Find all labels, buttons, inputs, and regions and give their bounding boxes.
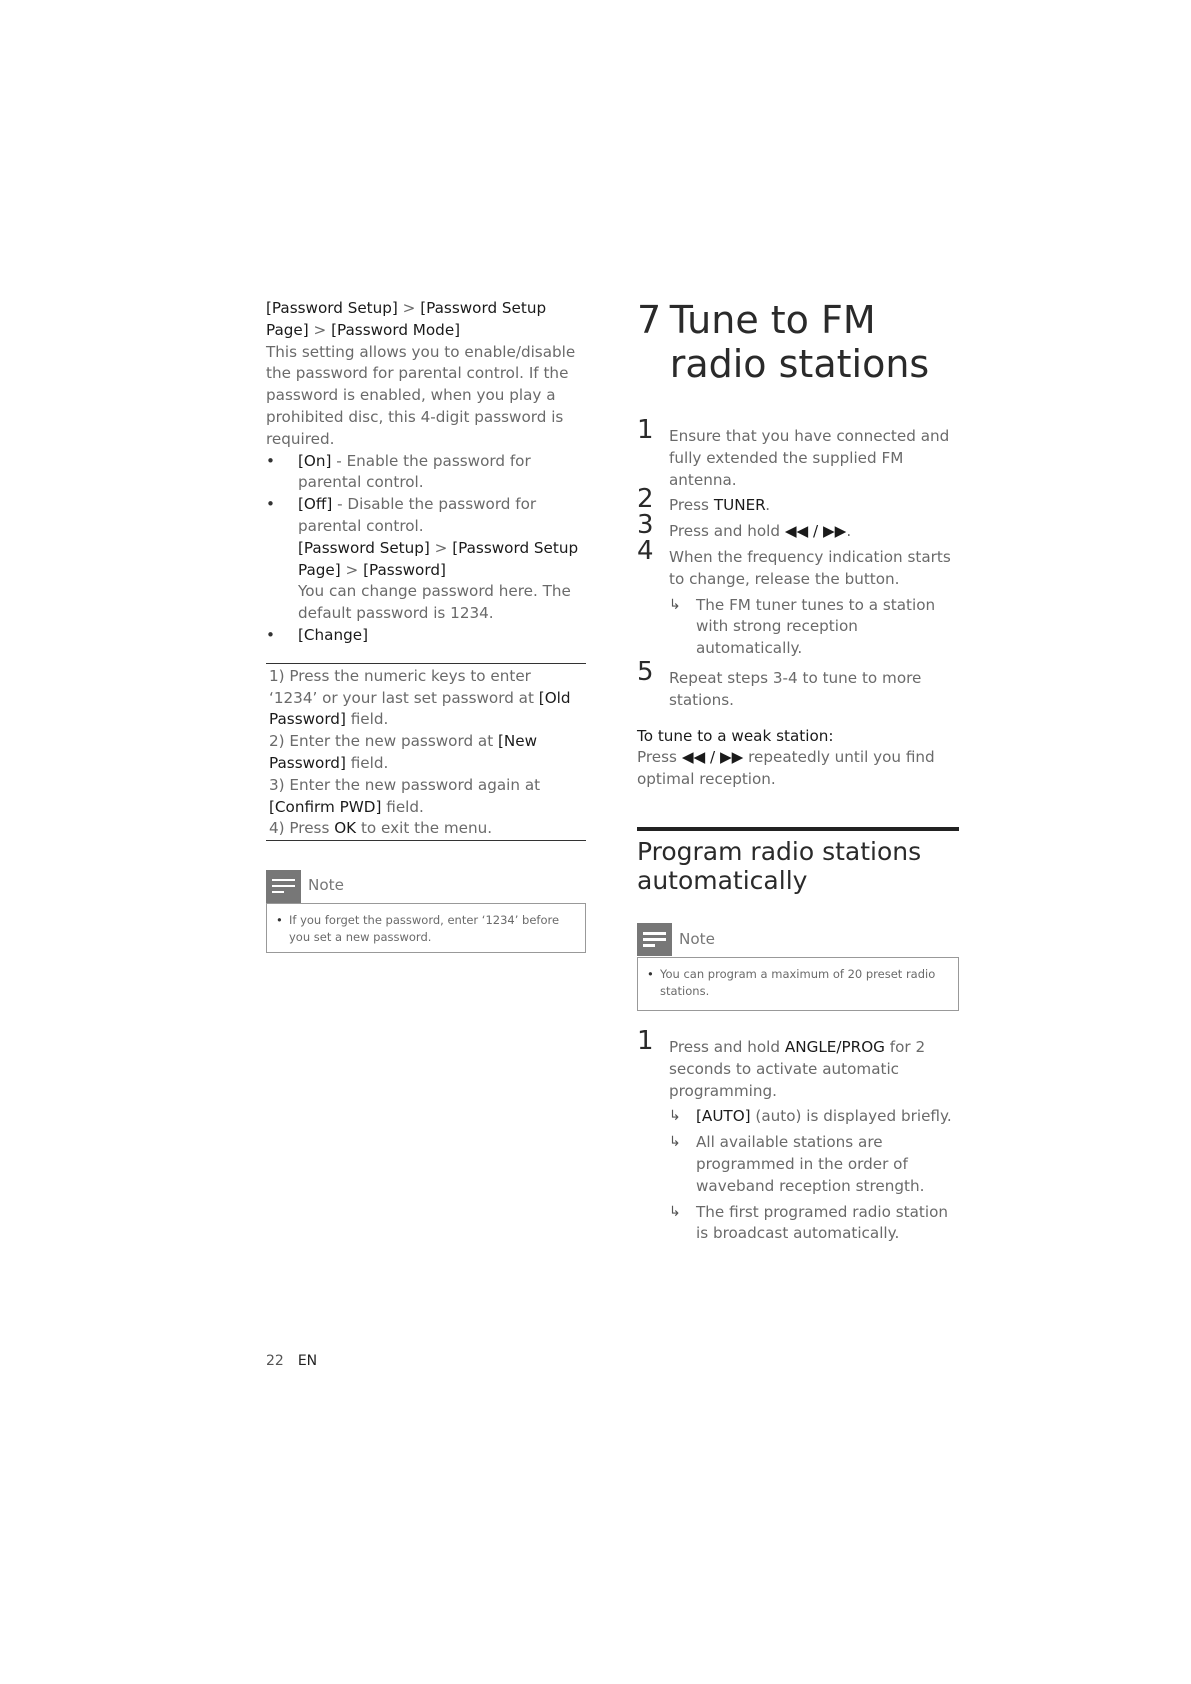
bullet-off: • [Off] - Disable the password for parental control. [266,495,537,535]
right-column [637,298,959,1249]
left-column [266,298,586,953]
chapter-number: 7 [637,298,662,342]
result-arrow-icon: ↳ [669,596,681,613]
path-password-mode: [Password Setup] > [Password Setup Page] > [Password Mode] [266,299,547,339]
program-step-1: 1 Press and hold ANGLE/PROG for 2 seconds to activate automatic programming. ↳ [AUTO] (auto) is displayed briefly. ↳ All available stations are programmed in the order of waveband reception strength. ↳ The first programed radio station is broadcast automatically. [637,1037,959,1245]
page-footer [266,1353,317,1369]
note-icon [637,923,672,956]
note-header-2 [637,923,959,957]
note-body: • If you forget the password, enter ‘1234’ before you set a new password. [266,903,586,953]
intro-paragraph: This setting allows you to enable/disable the password for parental control. If the password is enabled, when you play a prohibited disc, this 4-digit password is required. [266,342,576,448]
section-title: Program radio stations automatically [637,827,959,895]
result-arrow-icon: ↳ [669,1108,681,1125]
note-title: Note [308,876,344,895]
step-4-result: ↳ The FM tuner tunes to a station with strong reception automatically. [669,595,936,658]
program-result-1: ↳ [AUTO] (auto) is displayed briefly. [669,1106,959,1128]
step-4: 4 When the frequency indication starts to change, release the button. ↳ The FM tuner tunes to a station with strong reception automatically. [637,547,959,660]
result-arrow-icon: ↳ [669,1134,681,1151]
change-step-2: 2) Enter the new password at [New Password] field. [269,732,538,772]
note-body-2: • You can program a maximum of 20 preset radio stations. [637,957,959,1011]
step-5: 5 Repeat steps 3-4 to tune to more stations. [637,656,922,709]
path-password: [Password Setup] > [Password Setup Page] > [Password] [298,538,579,579]
password-description: You can change password here. The default password is 1234. [298,582,571,623]
bullet-change: • [Change] [266,625,368,644]
weak-station-text: Press ◀◀ / ▶▶ repeatedly until you find optimal reception. [637,748,935,789]
page-number: 22 [266,1353,284,1369]
change-step-4: 4) Press OK to exit the menu. [269,819,493,838]
step-2: 2 Press TUNER. [637,484,771,515]
tune-steps [637,415,959,712]
weak-station-heading: To tune to a weak station: [637,726,834,745]
language-code: EN [297,1353,318,1369]
step-1: 1 Ensure that you have connected and fully extended the supplied FM antenna. [637,415,950,489]
note-header [266,869,586,903]
change-password-steps-box [266,663,586,841]
result-arrow-icon: ↳ [669,1203,681,1220]
chapter-heading [637,298,959,386]
bullet-on: • [On] - Enable the password for parental control. [266,451,531,492]
change-step-1: 1) Press the numeric keys to enter ‘1234’ or your last set password at [Old Password] field. [269,666,571,729]
note-title-2: Note [679,930,715,949]
step-3: 3 Press and hold ◀◀ / ▶▶. [637,510,852,541]
program-result-2: ↳ All available stations are programmed in the order of waveband reception strength. [669,1133,925,1195]
chapter-title: Tune to FM radio stations [669,298,930,386]
program-result-3: ↳ The first programed radio station is broadcast automatically. [669,1202,949,1243]
seek-icons: ◀◀ / ▶▶ [784,522,847,541]
change-step-3: 3) Enter the new password again at [Confirm PWD] field. [269,775,541,816]
note-icon [266,870,301,903]
